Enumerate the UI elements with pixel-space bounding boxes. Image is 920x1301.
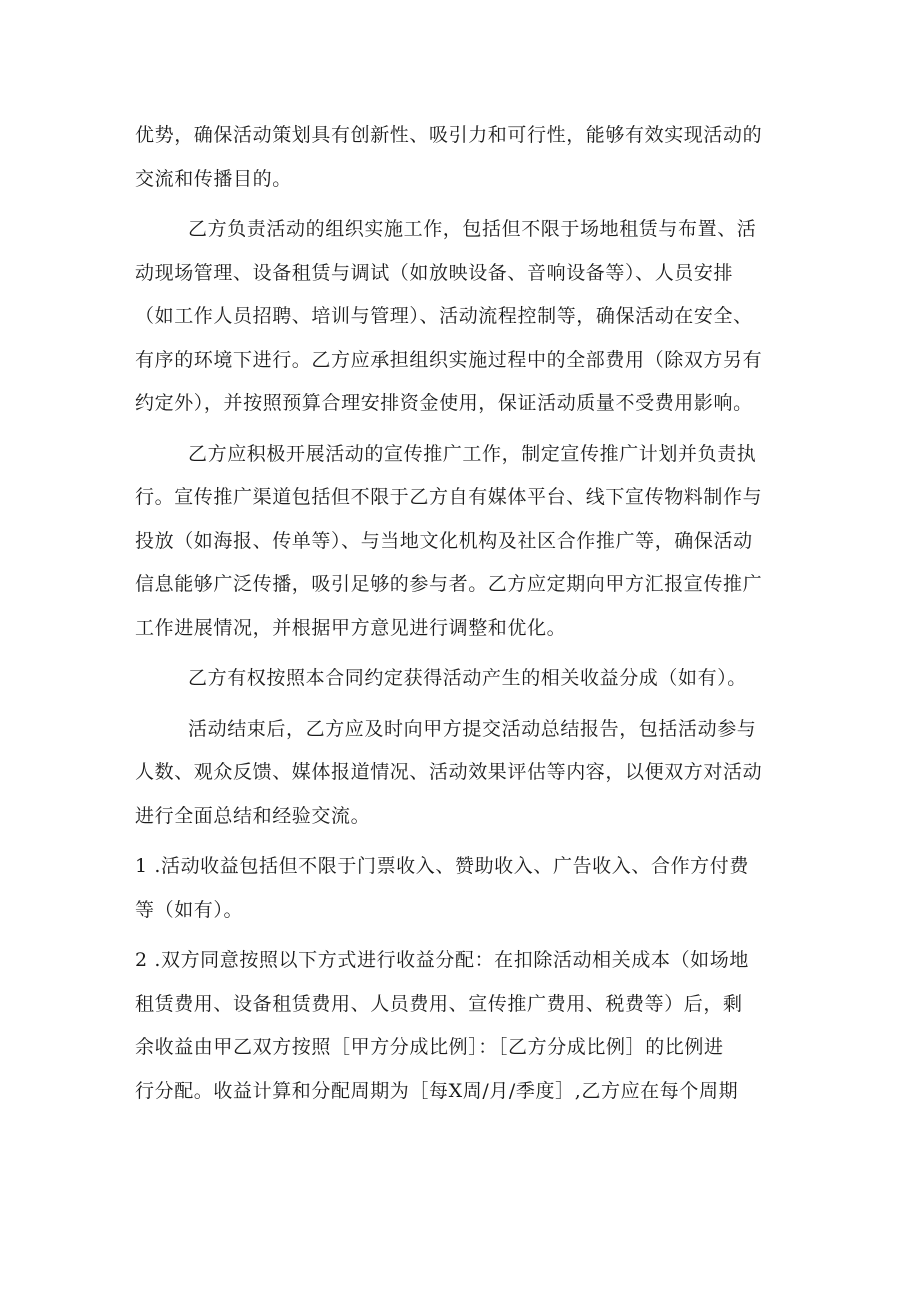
text-line: 工作进展情况，并根据甲方意见进行调整和优化。 xyxy=(135,616,567,639)
paragraph xyxy=(135,114,785,201)
paragraph xyxy=(135,433,785,651)
paragraph xyxy=(135,208,785,426)
paragraph xyxy=(135,939,785,1113)
paragraph-gap xyxy=(135,838,785,845)
paragraph xyxy=(135,708,785,839)
paragraph xyxy=(135,845,785,932)
text-line: （如工作人员招聘、培训与管理）、活动流程控制等，确保活动在安全、 xyxy=(135,305,753,327)
text-line: 乙方应积极开展活动的宣传推广工作，制定宣传推广计划并负责执 xyxy=(188,442,757,465)
paragraph-gap xyxy=(135,426,785,433)
document-body xyxy=(135,114,785,1113)
paragraph-gap xyxy=(135,701,785,708)
text-line: 余收益由甲乙双方按照［甲方分成比例］：［乙方分成比例］的比例进 xyxy=(135,1036,724,1058)
text-line: 乙方负责活动的组织实施工作，包括但不限于场地租赁与布置、活 xyxy=(188,218,757,240)
paragraph-gap xyxy=(135,201,785,208)
text-line: 投放（如海报、传单等）、与当地文化机构及社区合作推广等，确保活动 xyxy=(135,529,753,552)
text-line: 活动结束后，乙方应及时向甲方提交活动总结报告，包括活动参与 xyxy=(188,717,757,740)
text-line: 租赁费用、设备租赁费用、人员费用、宣传推广费用、税费等）后，剩 xyxy=(135,992,743,1015)
paragraph-gap xyxy=(135,932,785,939)
paragraph-gap xyxy=(135,650,785,657)
text-line: 信息能够广泛传播，吸引足够的参与者。乙方应定期向甲方汇报宣传推广 xyxy=(135,573,763,595)
text-line: 2 .双方同意按照以下方式进行收益分配：在扣除活动相关成本（如场地 xyxy=(135,949,749,971)
text-line: 进行全面总结和经验交流。 xyxy=(135,804,371,827)
text-line: 行分配。收益计算和分配周期为［每X周/月/季度］,乙方应在每个周期 xyxy=(135,1079,739,1102)
paragraph xyxy=(135,657,785,701)
text-line: 优势，确保活动策划具有创新性、吸引力和可行性，能够有效实现活动的 xyxy=(135,124,763,146)
text-line: 有序的环境下进行。乙方应承担组织实施过程中的全部费用（除双方另有 xyxy=(135,348,763,371)
text-line: 行。宣传推广渠道包括但不限于乙方自有媒体平台、线下宣传物料制作与 xyxy=(135,486,763,508)
text-line: 动现场管理、设备租赁与调试（如放映设备、音响设备等）、人员安排 xyxy=(135,261,734,284)
text-line: 乙方有权按照本合同约定获得活动产生的相关收益分成（如有）。 xyxy=(188,667,747,689)
text-line: 1 .活动收益包括但不限于门票收入、赞助收入、广告收入、合作方付费 xyxy=(135,855,749,877)
text-line: 等（如有）。 xyxy=(135,898,244,921)
text-line: 约定外），并按照预算合理安排资金使用，保证活动质量不受费用影响。 xyxy=(135,392,753,414)
text-line: 交流和传播目的。 xyxy=(135,167,292,190)
text-line: 人数、观众反馈、媒体报道情况、活动效果评估等内容，以便双方对活动 xyxy=(135,761,763,783)
